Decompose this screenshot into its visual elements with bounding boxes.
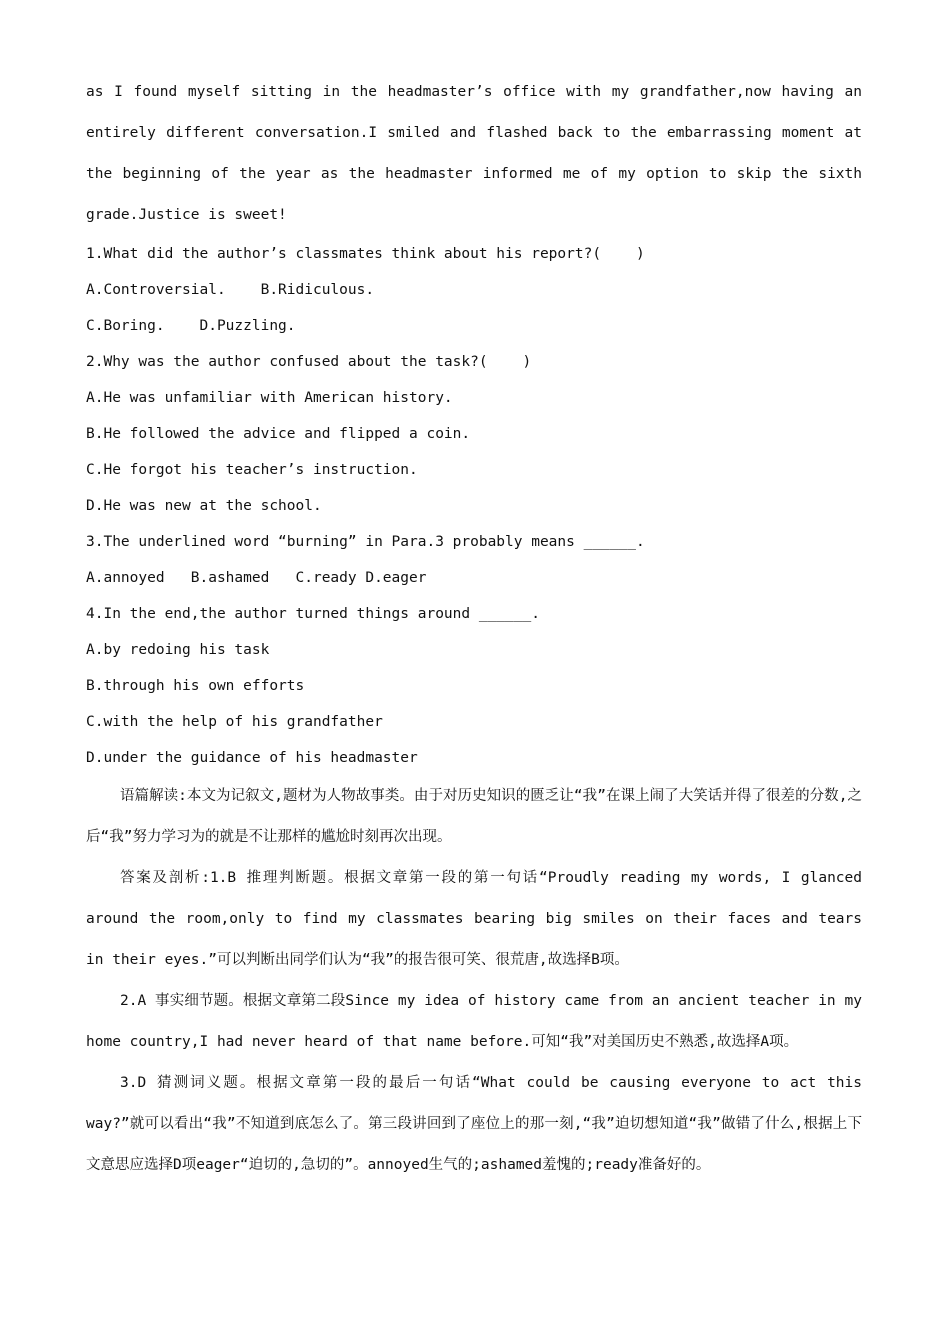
question-stem: 4.In the end,the author turned things around ______. xyxy=(86,606,540,622)
question-4 xyxy=(86,596,862,776)
passage-ending: as I found myself sitting in the headmaster’s office with my grandfather,now having an entirely different conversation.I smiled and flashed back to the embarrassing moment at the beginning of the year as the headmaster informed me of my option to skip the sixth grade.Justice is sweet! xyxy=(86,84,862,223)
answer-explanation-2: 2.A 事实细节题。根据文章第二段Since my idea of history came from an ancient teacher in my home country,I had never heard of that name before.可知“我”对美国历史不熟悉,故选择A项。 xyxy=(86,993,862,1050)
option-line: B.through his own efforts xyxy=(86,678,305,694)
question-2 xyxy=(86,344,862,524)
option-line: C.with the help of his grandfather xyxy=(86,714,383,730)
option-line: D.under the guidance of his headmaster xyxy=(86,750,418,766)
option-line: D.He was new at the school. xyxy=(86,498,322,514)
answer-explanation-3: 3.D 猜测词义题。根据文章第一段的最后一句话“What could be causing everyone to act this way?”就可以看出“我”不知道到底怎么了。第三段讲回到了座位上的那一刻,“我”迫切想知道“我”做错了什么,根据上下文意思应选择D项eager“迫切的,急切的”。annoyed生气的;ashamed羞愧的;ready准备好的。 xyxy=(86,1075,862,1173)
passage-summary: 语篇解读:本文为记叙文,题材为人物故事类。由于对历史知识的匮乏让“我”在课上闹了大笑话并得了很差的分数,之后“我”努力学习为的就是不让那样的尴尬时刻再次出现。 xyxy=(86,788,862,845)
option-line: A.annoyed B.ashamed C.ready D.eager xyxy=(86,570,427,586)
option-line: C.Boring. D.Puzzling. xyxy=(86,318,296,334)
question-stem: 2.Why was the author confused about the task?( ) xyxy=(86,354,532,370)
option-line: C.He forgot his teacher’s instruction. xyxy=(86,462,418,478)
question-stem: 1.What did the author’s classmates think about his report?( ) xyxy=(86,246,645,262)
question-1 xyxy=(86,236,862,344)
option-line: A.He was unfamiliar with American history. xyxy=(86,390,453,406)
option-line: A.by redoing his task xyxy=(86,642,270,658)
answer-explanation-1: 答案及剖析:1.B 推理判断题。根据文章第一段的第一句话“Proudly reading my words, I glanced around the room,only to find my classmates bearing big smiles on their faces and tears in their eyes.”可以判断出同学们认为“我”的报告很可笑、很荒唐,故选择B项。 xyxy=(86,870,862,968)
analysis-section xyxy=(86,776,862,1186)
option-line: A.Controversial. B.Ridiculous. xyxy=(86,282,375,298)
option-line: B.He followed the advice and flipped a coin. xyxy=(86,426,471,442)
question-stem: 3.The underlined word “burning” in Para.3 probably means ______. xyxy=(86,534,645,550)
document-page xyxy=(86,72,862,1186)
question-3 xyxy=(86,524,862,596)
